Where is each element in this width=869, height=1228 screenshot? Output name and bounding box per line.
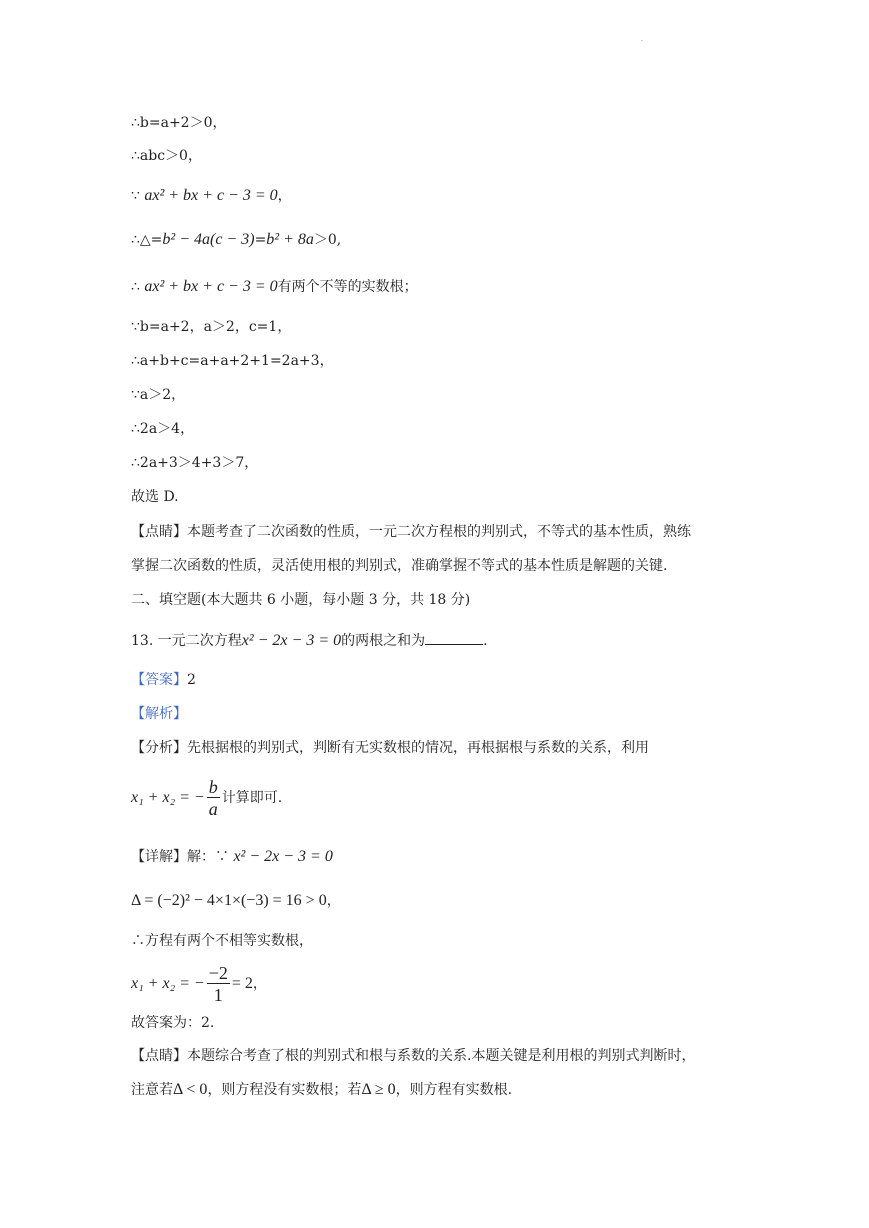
final-answer: 故答案为：2. [131, 1015, 215, 1031]
sum-result-rhs: = 2 [231, 975, 253, 992]
answer-line [131, 671, 196, 689]
detail-prefix: 【详解】解：∵ [131, 849, 234, 865]
line-10: ∴2a+3＞4+3＞7， [131, 455, 259, 471]
fraction-denominator: a [208, 798, 218, 819]
comment2-line-1: 【点睛】本题综合考查了根的判别式和根与系数的关系.本题关键是利用根的判别式判断时， [131, 1048, 696, 1064]
comment2-part-c: ，则方程有实数根. [395, 1082, 513, 1098]
sum-lhs: x₁ + x₂ = − [131, 789, 205, 806]
sum-result-lhs: x₁ + x₂ = − [131, 975, 205, 992]
line-7: ∴a+b+c=a+a+2+1=2a+3， [131, 353, 334, 369]
question-equation: x² − 2x − 3 = 0 [241, 632, 342, 649]
analysis-line: 【分析】先根据根的判别式，判断有无实数根的情况，再根据根与系数的关系，利用 [131, 740, 649, 756]
line-3 [131, 187, 292, 205]
fraction-b-over-a [207, 777, 220, 820]
line-8: ∵a＞2， [131, 387, 186, 403]
delta-line [131, 892, 341, 910]
answer-value: 2 [187, 672, 196, 688]
line-5 [131, 278, 418, 296]
equation: ax² + bx + c − 3 = 0 [144, 187, 278, 204]
question-13-end: . [483, 633, 488, 649]
line-4-suffix: ＞0, [313, 232, 342, 248]
detail-line [131, 848, 333, 866]
line-5-suffix: 有两个不等的实数根； [277, 279, 418, 295]
discriminant-simplified: b² + 8a [266, 231, 314, 248]
sum-result [131, 962, 267, 1006]
answer-tag: 【答案】 [131, 672, 187, 688]
comment2-part-b: ，则方程没有实数根；若 [207, 1082, 362, 1098]
delta-geq-zero: Δ ≥ 0 [361, 1081, 396, 1098]
line-9: ∴2a＞4， [131, 421, 195, 437]
fraction-numerator: b [208, 776, 218, 797]
sum-formula-suffix: 计算即可. [221, 790, 283, 806]
question-13-suffix: 的两根之和为 [341, 633, 426, 649]
question-13 [131, 632, 488, 650]
detail-equation: x² − 2x − 3 = 0 [233, 848, 333, 865]
comment2-line-2 [131, 1081, 512, 1099]
fraction-numerator: −2 [208, 962, 228, 983]
answer-blank [425, 632, 483, 645]
header-mark: . [641, 36, 643, 43]
line-3-prefix: ∵ [131, 188, 145, 204]
line-4 [131, 231, 341, 249]
sum-formula [131, 776, 282, 820]
line-2: ∴abc＞0， [131, 148, 202, 164]
line-3-suffix: ， [277, 188, 292, 204]
fraction-neg2-over-1 [207, 963, 230, 1006]
line-4-prefix: ∴△= [131, 232, 163, 248]
conclusion-line: ∴方程有两个不相等实数根， [131, 933, 313, 949]
equation: ax² + bx + c − 3 = 0 [144, 278, 278, 295]
comment-line-1: 【点睛】本题考查了二次函数的性质，一元二次方程根的判别式，不等式的基本性质，熟练 [131, 524, 691, 540]
fraction-denominator: 1 [213, 984, 223, 1005]
sum-result-suffix: ， [252, 976, 267, 992]
delta-computation: Δ = (−2)² − 4×1×(−3) = 16 > 0 [131, 892, 327, 909]
equals-sign: = [254, 232, 267, 248]
discriminant-expr: b² − 4a(c − 3) [162, 231, 255, 248]
section-heading: 二、填空题(本大题共 6 小题，每小题 3 分，共 18 分) [131, 592, 471, 608]
line-5-prefix: ∴ [131, 279, 145, 295]
delta-less-zero: Δ < 0 [173, 1081, 208, 1098]
comment-line-2: 掌握二次函数的性质，灵活使用根的判别式，准确掌握不等式的基本性质是解题的关键. [131, 558, 668, 574]
line-6: ∵b=a+2，a＞2，c=1， [131, 319, 292, 335]
question-13-prefix: 13. 一元二次方程 [131, 633, 242, 649]
comment2-part-a: 注意若 [131, 1082, 173, 1098]
analysis-tag: 【解析】 [131, 706, 187, 722]
line-1: ∴b=a+2＞0， [131, 115, 227, 131]
line-11: 故选 D. [131, 489, 179, 505]
delta-suffix: ， [326, 893, 341, 909]
